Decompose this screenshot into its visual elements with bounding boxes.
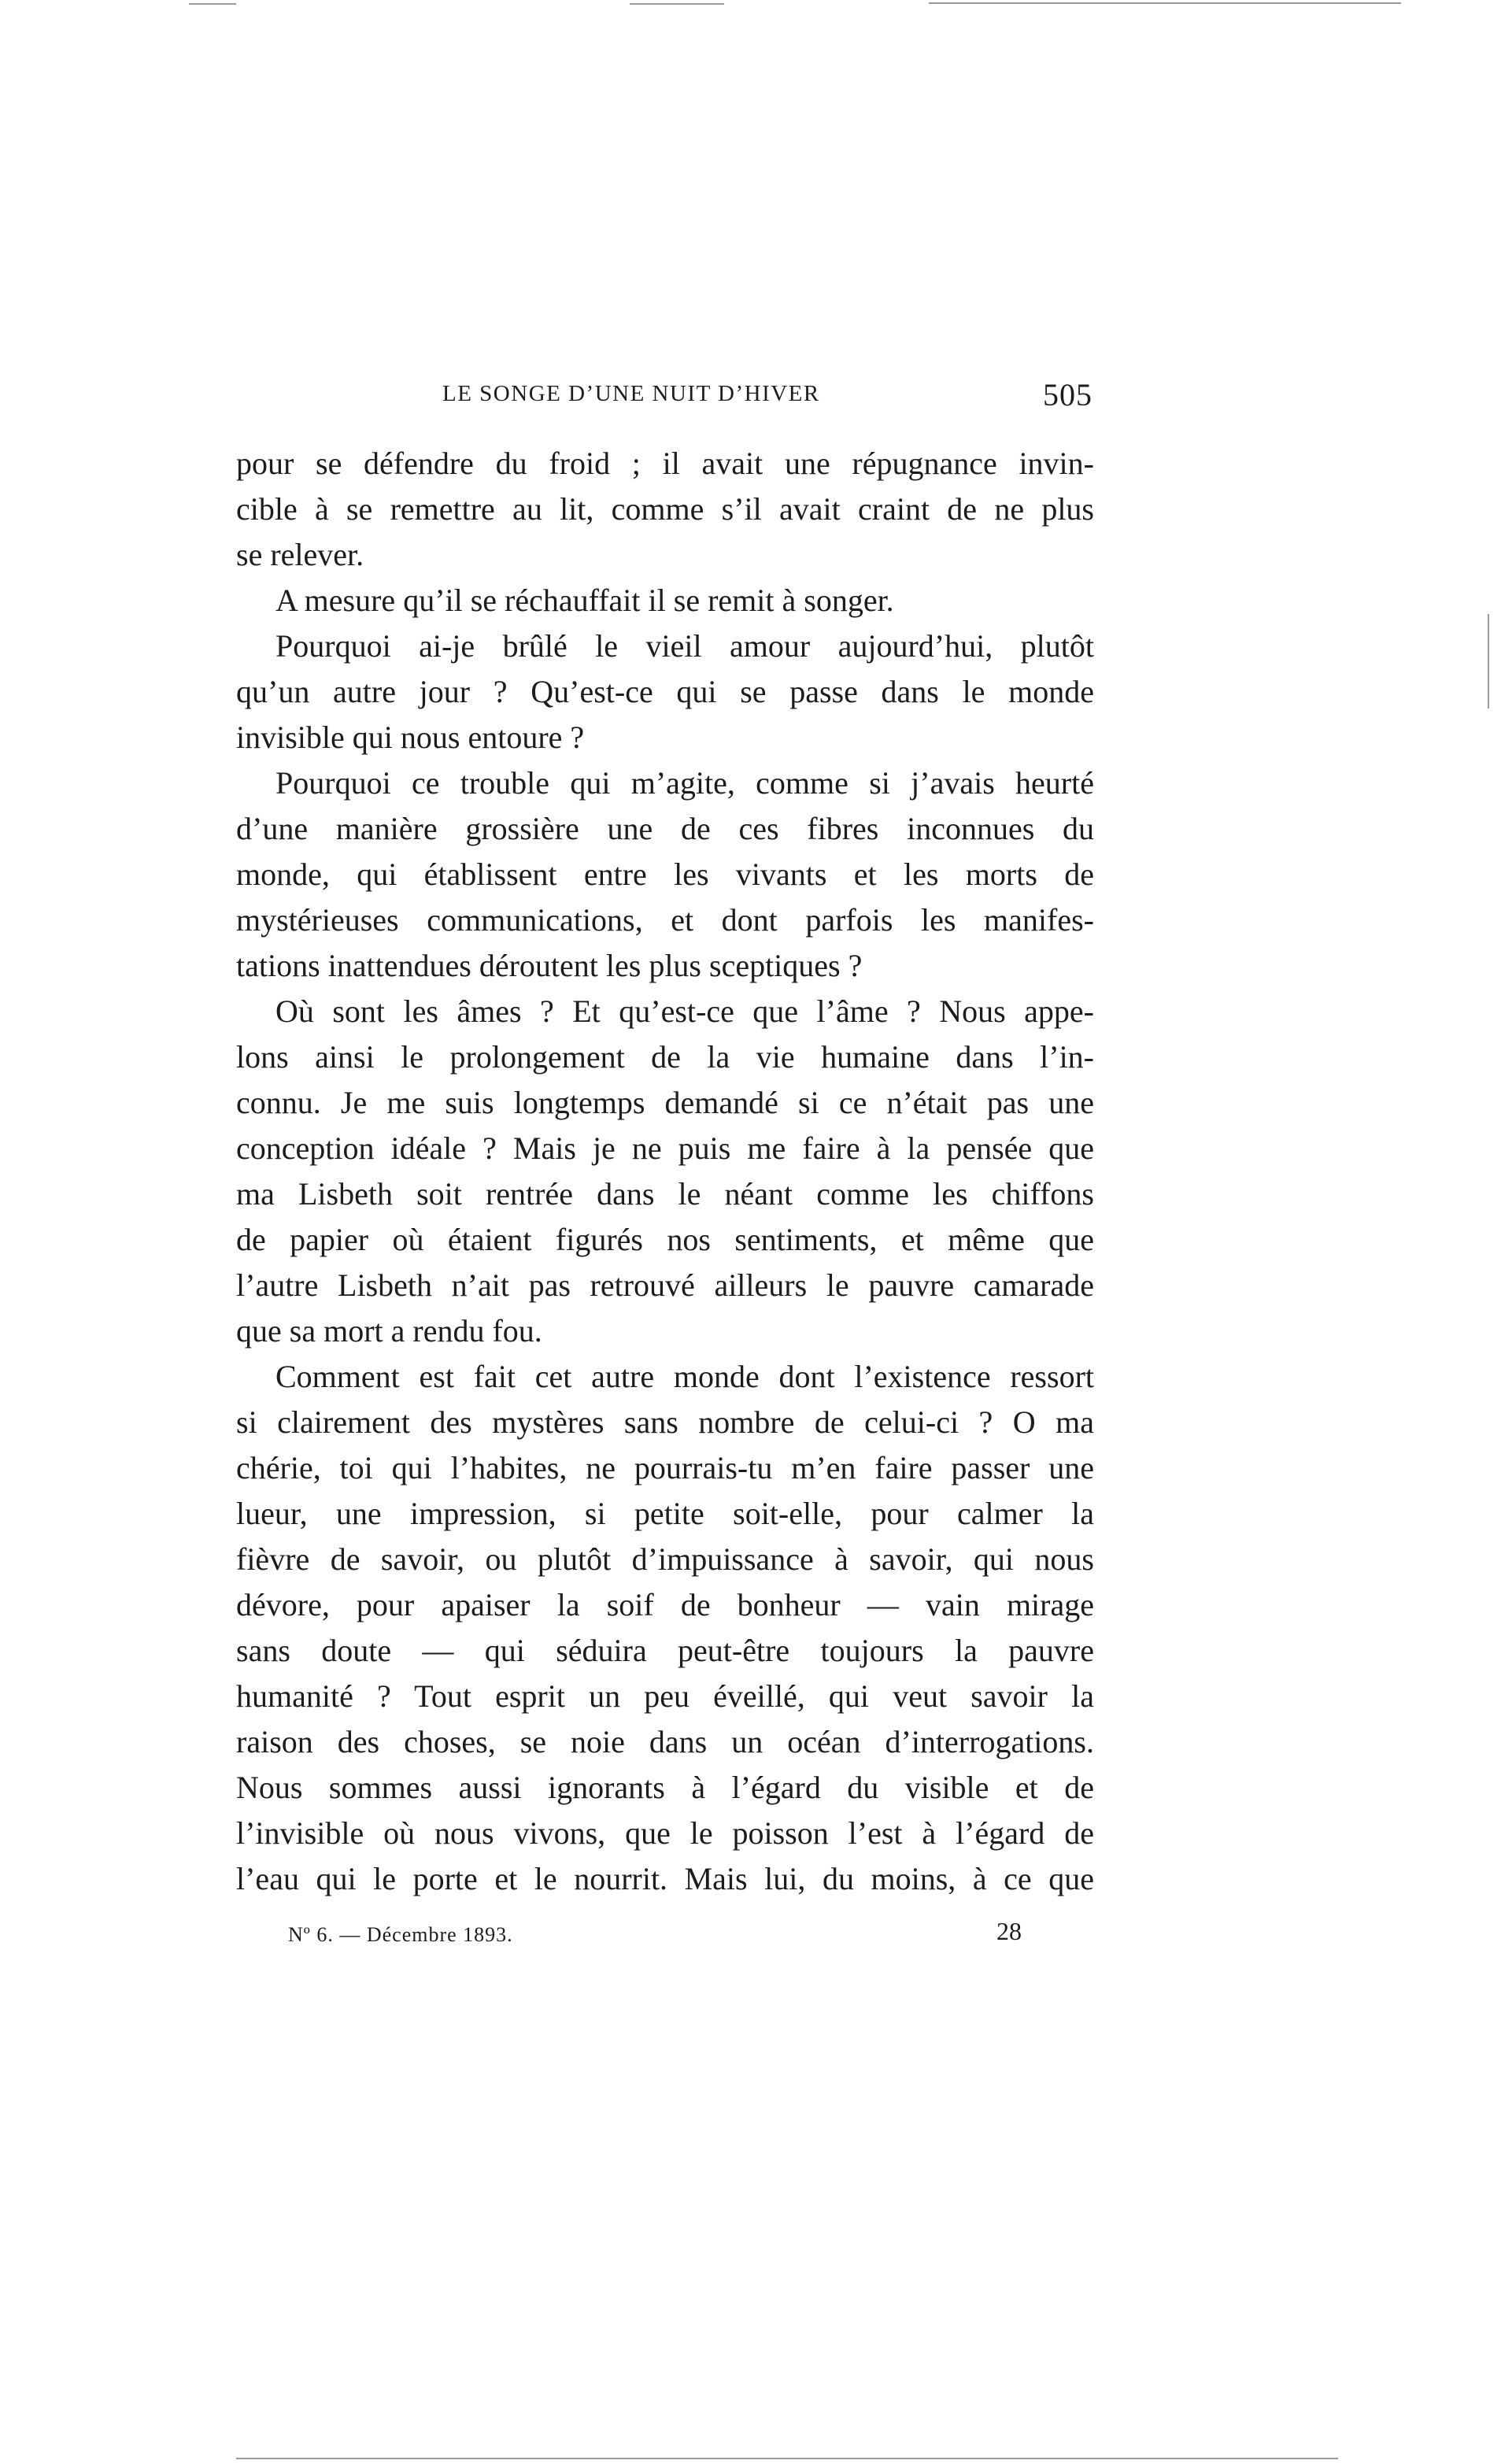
running-header [236, 376, 1094, 424]
text-line: d’une manière grossière une de ces fibres inconnues du [236, 811, 1094, 846]
text-line: si clairement des mystères sans nombre de celui-ci ? O ma [236, 1404, 1094, 1440]
scan-edge-mark-top-right [929, 2, 1401, 4]
text-line: raison des choses, se noie dans un océan d’interrogations. [236, 1724, 1094, 1759]
text-line: connu. Je me suis longtemps demandé si ce n’était pas une [236, 1085, 1094, 1120]
page-number: 505 [1043, 377, 1092, 413]
text-line: lueur, une impression, si petite soit-elle, pour calmer la [236, 1496, 1094, 1531]
text-line: pour se défendre du froid ; il avait une répugnance invin- [236, 446, 1094, 481]
text-line: l’eau qui le porte et le nourrit. Mais lui, du moins, à ce que [236, 1861, 1094, 1896]
running-title: LE SONGE D’UNE NUIT D’HIVER [442, 381, 820, 406]
text-line: l’invisible où nous vivons, que le poisson l’est à l’égard de [236, 1815, 1094, 1851]
text-line: Où sont les âmes ? Et qu’est-ce que l’âme ? Nous appe- [275, 993, 1094, 1029]
text-line: humanité ? Tout esprit un peu éveillé, qui veut savoir la [236, 1678, 1094, 1714]
text-line: chérie, toi qui l’habites, ne pourrais-tu m’en faire passer une [236, 1450, 1094, 1485]
text-line: invisible qui nous entoure ? [236, 720, 585, 755]
text-line: conception idéale ? Mais je ne puis me faire à la pensée que [236, 1130, 1094, 1166]
text-line: qu’un autre jour ? Qu’est-ce qui se passe dans le monde [236, 674, 1094, 709]
text-line: Nous sommes aussi ignorants à l’égard du visible et de [236, 1770, 1094, 1805]
text-line: tations inattendues déroutent les plus sceptiques ? [236, 948, 863, 983]
body-text [236, 441, 1094, 1902]
text-line: que sa mort a rendu fou. [236, 1313, 542, 1349]
text-line: Pourquoi ai-je brûlé le vieil amour aujourd’hui, plutôt [275, 628, 1094, 664]
text-line: ma Lisbeth soit rentrée dans le néant comme les chiffons [236, 1176, 1094, 1212]
text-line: dévore, pour apaiser la soif de bonheur — vain mirage [236, 1587, 1094, 1622]
text-line: de papier où étaient figurés nos sentiments, et même que [236, 1222, 1094, 1257]
text-line: se relever. [236, 537, 364, 572]
text-line: cible à se remettre au lit, comme s’il avait craint de ne plus [236, 491, 1094, 527]
scan-edge-mark-top-center [630, 3, 724, 5]
text-line: mystérieuses communications, et dont parfois les manifes- [236, 902, 1094, 938]
sheet-number: 28 [996, 1917, 1022, 1945]
text-line: sans doute — qui séduira peut-être toujours la pauvre [236, 1633, 1094, 1668]
text-line: Comment est fait cet autre monde dont l’existence ressort [275, 1359, 1094, 1394]
text-line: A mesure qu’il se réchauffait il se remit à songer. [275, 583, 894, 618]
scan-edge-mark-right [1488, 614, 1489, 708]
page-footer [236, 1917, 1094, 1956]
text-line: fièvre de savoir, ou plutôt d’impuissance à savoir, qui nous [236, 1541, 1094, 1577]
scan-edge-mark-bottom [236, 2458, 1338, 2459]
footer-signature: Nº 6. — Décembre 1893. [288, 1923, 513, 1946]
scan-edge-mark-top-left [189, 3, 236, 5]
text-line: monde, qui établissent entre les vivants et les morts de [236, 856, 1094, 892]
text-line: Pourquoi ce trouble qui m’agite, comme si j’avais heurté [275, 765, 1094, 801]
text-line: l’autre Lisbeth n’ait pas retrouvé ailleurs le pauvre camarade [236, 1267, 1094, 1303]
text-line: lons ainsi le prolongement de la vie humaine dans l’in- [236, 1039, 1094, 1075]
